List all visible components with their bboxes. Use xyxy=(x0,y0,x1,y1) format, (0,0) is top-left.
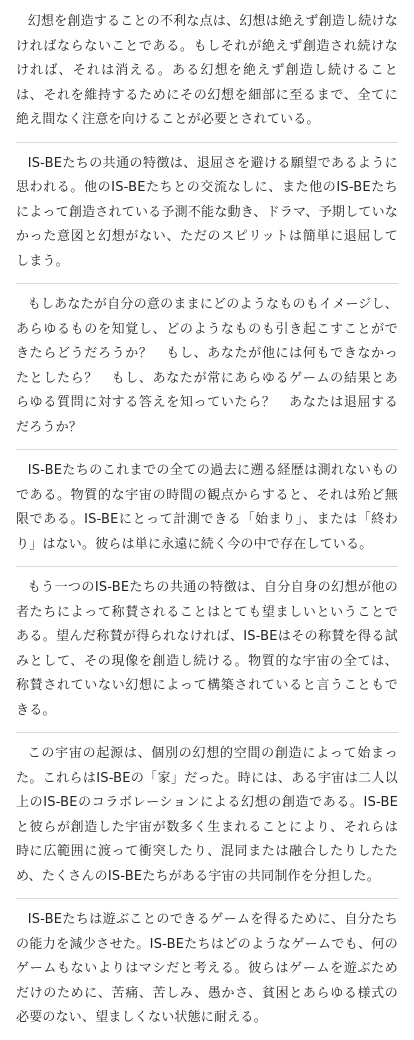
paragraph: IS-BEたちの共通の特徴は、退屈さを避ける願望であるように思われる。他のIS-BEたちとの交流なしに、また他のIS-BEたちによって創造されている予測不能な動き、ドラマ、予期していなかった意図と幻想がない、ただのスピリットは簡単に退屈してしまう。 xyxy=(16,152,398,285)
paragraph: IS-BEたちは遊ぶことのできるゲームを得るために、自分たちの能力を減少させた。IS-BEたちはどのようなゲームでも、何のゲームもないよりはマシだと考える。彼らはゲームを遊ぶためだけのために、苦痛、苦しみ、愚かさ、貧困とあらゆる様式の必要のない、望ましくない状態に耐える。 xyxy=(16,912,398,1025)
paragraph: もう一つのIS-BEたちの共通の特徴は、自分自身の幻想が他の者たちによって称賛されることはとても望ましいということである。望んだ称賛が得られなければ、IS-BEはその称賛を得る試みとして、その現像を創造し続ける。物質的な宇宙の全ては、称賛されていない幻想によって構築されていると言うこともできる。 xyxy=(16,576,398,733)
paragraph: 幻想を創造することの不利な点は、幻想は絶えず創造し続けなければならないことである。もしそれが絶えず創造され続けなければ、それは消える。ある幻想を絶えず創造し続けることは、それを維持するためにその幻想を細部に至るまで、全てに絶え間なく注意を向けることが必要とされている。 xyxy=(16,10,398,143)
paragraph: IS-BEたちのこれまでの全ての過去に遡る経歴は測れないものである。物質的な宇宙の時間の観点からすると、それは殆ど無限である。IS-BEにとって計測できる「始まり」、または「終わり」はない。彼らは単に永遠に続く今の中で存在している。 xyxy=(16,459,398,567)
paragraph: もしあなたが自分の意のままにどのようなものもイメージし、あらゆるものを知覚し、どのようなものも引き起こすことができたらどうだろうか？ もし、あなたが他には何もできなかったとしたら？ もし、あなたが常にあらゆるゲームの結果とあらゆる質問に対する答えを知っていたら？ あなたは退屈するだろうか？ xyxy=(16,293,398,450)
paragraph: この宇宙の起源は、個別の幻想的空間の創造によって始まった。これらはIS-BEの「家」だった。時には、ある宇宙は二人以上のIS-BEのコラボレーションによる幻想の創造である。IS-BEと彼らが創造した宇宙が数多く生まれることにより、それらは時に広範囲に渡って衝突したり、混同または融合したりしたため、たくさんのIS-BEたちがある宇宙の共同制作を分担した。 xyxy=(16,742,398,899)
